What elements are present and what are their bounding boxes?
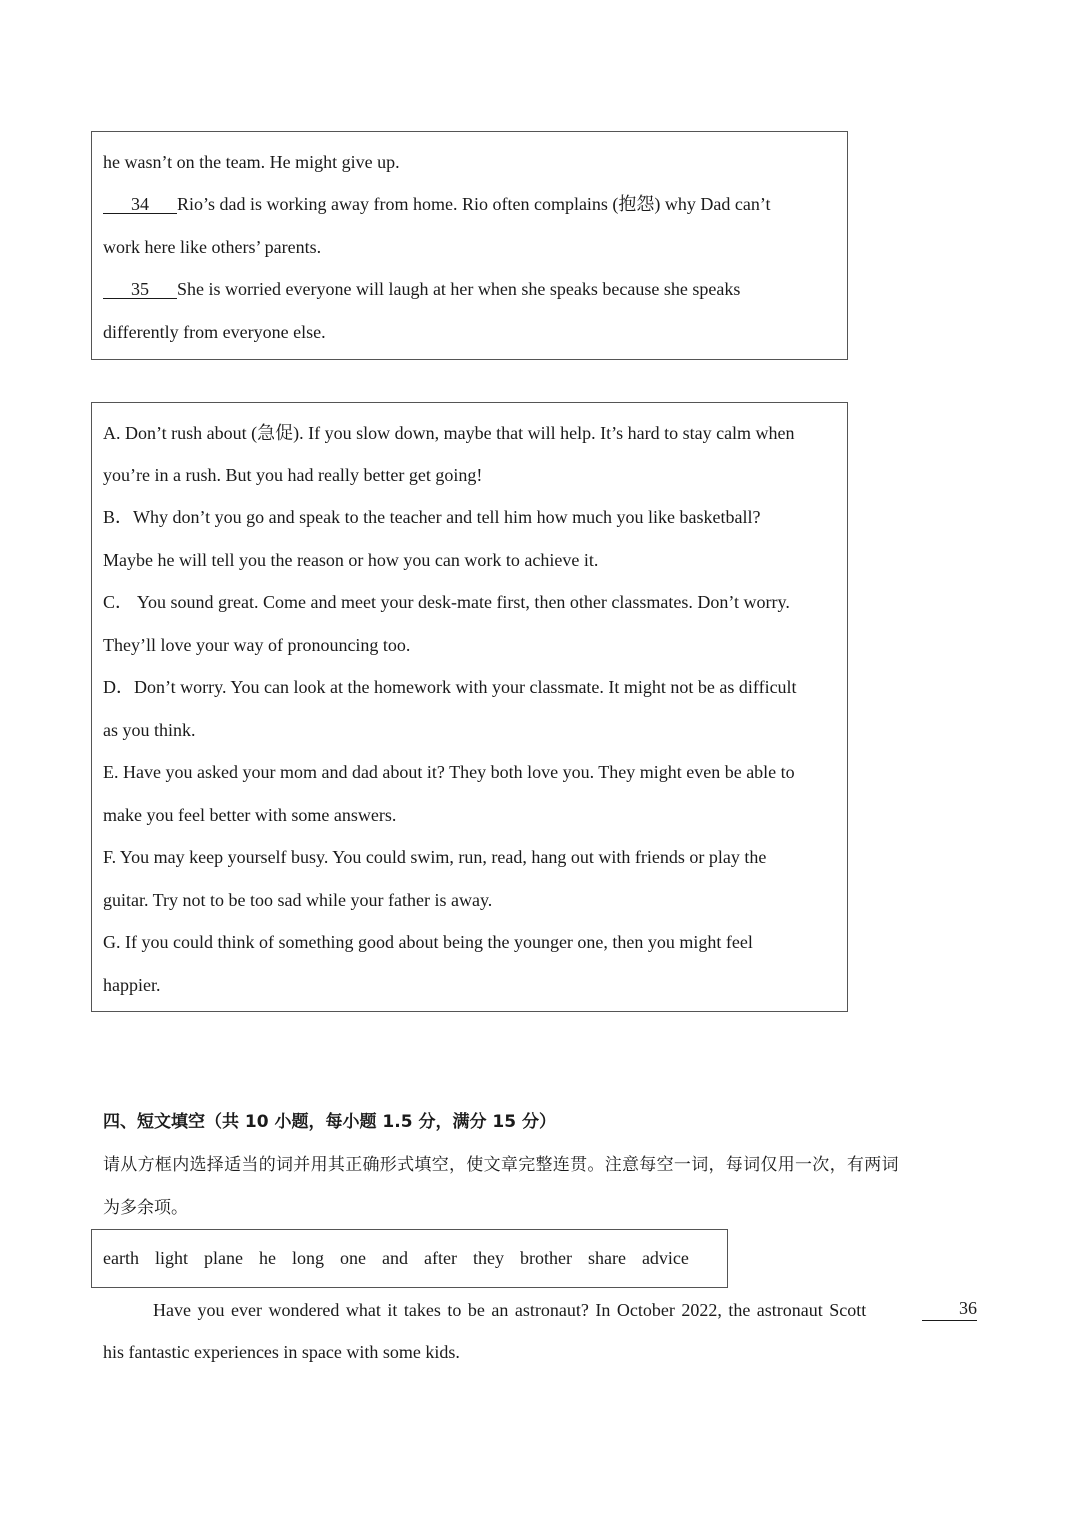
word-bank-item: long — [291, 1248, 324, 1268]
word-bank-item: brother — [519, 1248, 572, 1268]
section-4-instruction-line1: 请从方框内选择适当的词并用其正确形式填空，使文章完整连贯。注意每空一词，每词仅用一次，有两词 — [103, 1155, 899, 1175]
blank-36[interactable]: 36 — [922, 1299, 977, 1321]
passage-line2: his fantastic experiences in space with some kids. — [103, 1342, 460, 1362]
option-c-line1: C． You sound great. Come and meet your desk-mate first, then other classmates. Don’t worry. — [103, 592, 790, 612]
word-bank-item: share — [587, 1248, 626, 1268]
passage-line1-text: Have you ever wondered what it takes to be an astronaut? In October 2022, the astronaut Scott — [153, 1300, 867, 1320]
option-f-line1: F. You may keep yourself busy. You could swim, run, read, hang out with friends or play the — [103, 847, 767, 867]
question-34-text: Rio’s dad is working away from home. Rio often complains (抱怨) why Dad can’t — [177, 194, 771, 214]
section-4-instruction-line2: 为多余项。 — [103, 1198, 188, 1218]
option-d-line1: D．Don’t worry. You can look at the homework with your classmate. It might not be as difficult — [103, 677, 797, 697]
option-f-line2: guitar. Try not to be too sad while your father is away. — [103, 890, 493, 910]
option-d-line2: as you think. — [103, 720, 196, 740]
blank-34[interactable]: 34 — [103, 195, 177, 214]
word-bank-item: he — [258, 1248, 276, 1268]
option-g-line2: happier. — [103, 975, 161, 995]
word-bank-item: and — [382, 1248, 408, 1268]
question-35 — [103, 278, 740, 300]
blank-35[interactable]: 35 — [103, 280, 177, 299]
question-34 — [103, 193, 771, 215]
option-e-line2: make you feel better with some answers. — [103, 805, 397, 825]
question-34-continuation: work here like others’ parents. — [103, 237, 322, 257]
option-b-line1: B．Why don’t you go and speak to the teacher and tell him how much you like basketball? — [103, 507, 761, 527]
word-bank-item: one — [340, 1248, 366, 1268]
word-bank-item: they — [472, 1248, 504, 1268]
question-35-text: She is worried everyone will laugh at her when she speaks because she speaks — [177, 279, 741, 299]
option-b-line2: Maybe he will tell you the reason or how you can work to achieve it. — [103, 550, 599, 570]
options-box — [91, 402, 848, 1012]
option-c-line2: They’ll love your way of pronouncing too. — [103, 635, 411, 655]
option-g-line1: G. If you could think of something good about being the younger one, then you might feel — [103, 932, 753, 952]
option-a-line1: A. Don’t rush about (急促). If you slow down, maybe that will help. It’s hard to stay calm when — [103, 423, 795, 443]
section-4-heading: 四、短文填空（共 10 小题，每小题 1.5 分，满分 15 分） — [103, 1112, 556, 1132]
option-e-line1: E. Have you asked your mom and dad about it? They both love you. They might even be able to — [103, 762, 795, 782]
word-bank-item: advice — [641, 1248, 689, 1268]
question-35-continuation: differently from everyone else. — [103, 322, 326, 342]
word-bank-item: plane — [204, 1248, 243, 1268]
word-bank-item: light — [154, 1248, 188, 1268]
question-33-continuation: he wasn’t on the team. He might give up. — [103, 152, 400, 172]
passage-line1 — [153, 1299, 977, 1321]
option-a-line2: you’re in a rush. But you had really better get going! — [103, 465, 483, 485]
word-bank — [103, 1248, 689, 1269]
word-bank-item: after — [424, 1248, 457, 1268]
word-bank-item: earth — [103, 1248, 139, 1268]
